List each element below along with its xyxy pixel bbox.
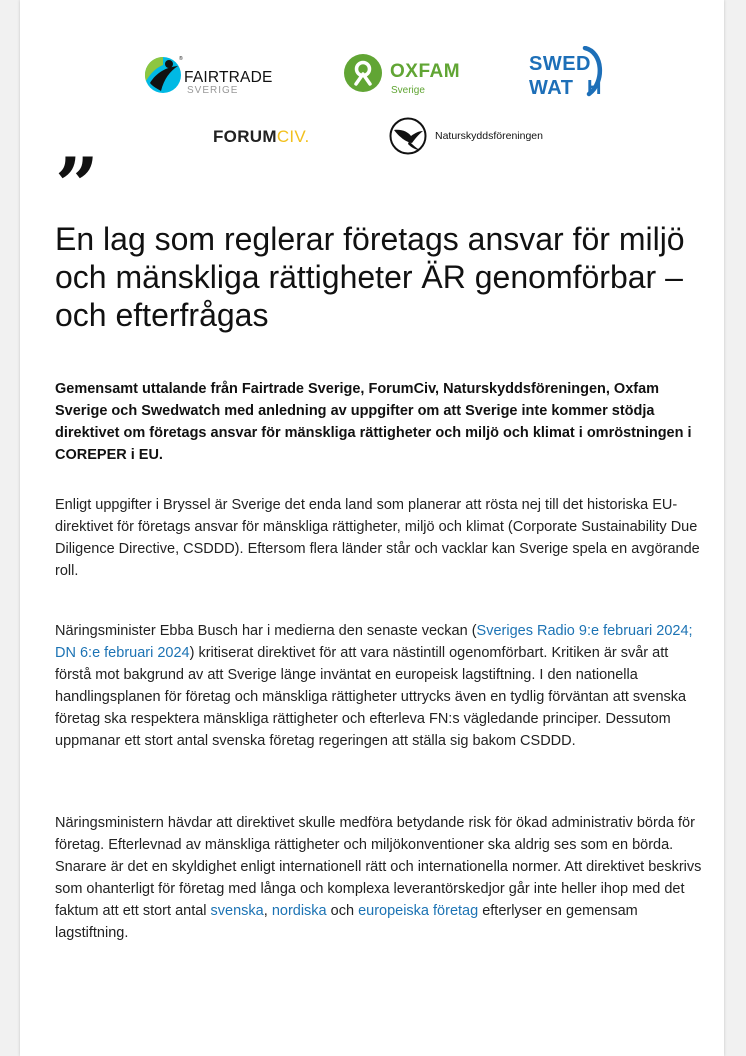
oxfam-mark-icon: [344, 54, 382, 92]
sources-link[interactable]: Sveriges Radio 9:e februari 2024; DN 6:e februari 2024: [55, 623, 693, 661]
forumciv-logo: [213, 125, 333, 151]
p2-text-after: ) kritiserat direktivet för att vara nästintill ogenomförbart. Kritiken är svår att förstå mot bakgrund av att Sverige länge inväntat en europeisk lagstiftning. I den nationella handlingsplanen för företag och mänskliga rättigheter uttrycks även en tydlig förväntan att svenska företag ska respektera mänskliga rättigheter och efterleva FN:s vägledande principer. Dessutom uppmanar ett stort antal svenska företag regeringen att ställa sig bakom CSDDD.: [55, 645, 687, 749]
swedwatch-line2-end: H: [587, 77, 602, 99]
document-page: [20, 0, 724, 1056]
oxfam-sub: Sverige: [391, 85, 425, 96]
fairtrade-name: FAIRTRADE: [184, 69, 273, 86]
swedwatch-mark-icon: [527, 46, 607, 102]
body-paragraph-1: Enligt uppgifter i Bryssel är Sverige det enda land som planerar att rösta nej till det historiska EU- direktivet för företags ansvar för mänskliga rättigheter, miljö och klimat (Corporate Sustainability Due Diligence Directive, CSDDD). Eftersom flera länder står och vacklar kan Sverige spela en avgörande roll.: [55, 497, 700, 579]
swallow-bird-icon: [389, 117, 427, 155]
fairtrade-mark-icon: [144, 53, 184, 95]
fairtrade-logo: [144, 52, 284, 102]
naturskydd-logo: [389, 117, 569, 157]
fairtrade-sub: SVERIGE: [187, 85, 239, 96]
p3-sep-1: ,: [263, 903, 272, 919]
europeiska-foretag-link[interactable]: europeiska företag: [358, 903, 479, 919]
lead-paragraph: Gemensamt uttalande från Fairtrade Sverige, ForumCiv, Naturskyddsföreningen, Oxfam Sverige och Swedwatch med anledning av uppgifter om att Sverige inte kommer stödja direktivet om företags ansvar för mänskliga rättigheter och miljö och klimat i omröstningen i COREPER i EU.: [55, 381, 692, 463]
quote-mark: ”: [55, 141, 99, 230]
swedwatch-logo: [527, 46, 607, 102]
swedwatch-line2: WAT: [529, 77, 574, 99]
body-paragraph-2: [55, 620, 705, 752]
svenska-link[interactable]: svenska: [210, 903, 264, 919]
forumciv-part1: FORUM: [213, 127, 277, 146]
forumciv-wordmark: [213, 127, 310, 147]
p3-sep-2: och: [326, 903, 359, 919]
p2-text-before: Näringsminister Ebba Busch har i medierna den senaste veckan (: [55, 623, 477, 639]
naturskydd-name: Naturskyddsföreningen: [435, 130, 543, 142]
headline: En lag som reglerar företags ansvar för miljö och mänskliga rättigheter ÄR genomförbar – och efterfrågas: [55, 221, 685, 333]
oxfam-name: OXFAM: [390, 61, 461, 82]
forumciv-part2: CIV.: [276, 127, 310, 146]
nordiska-link[interactable]: nordiska: [271, 903, 327, 919]
svg-text:®: ®: [179, 56, 183, 62]
p3-text-after: efterlyser en gemensam lagstiftning.: [55, 903, 638, 941]
oxfam-logo: [344, 53, 464, 101]
p3-text-before: Näringsministern hävdar att direktivet skulle medföra betydande risk för ökad administrativ börda för företag. Efterlevnad av mänskliga rättigheter och miljökonventioner ska aldrig ses som en börda. Snarare är det en skyldighet enligt internationell rätt och internationella normer. Att direktivet beskrivs som ohanterligt för företag med långa och komplexa leverantörskedjor går inte heller ihop med det faktum att ett stort antal: [55, 815, 702, 919]
body-paragraph-3: [55, 812, 705, 944]
swedwatch-line1: SWED: [529, 53, 591, 75]
